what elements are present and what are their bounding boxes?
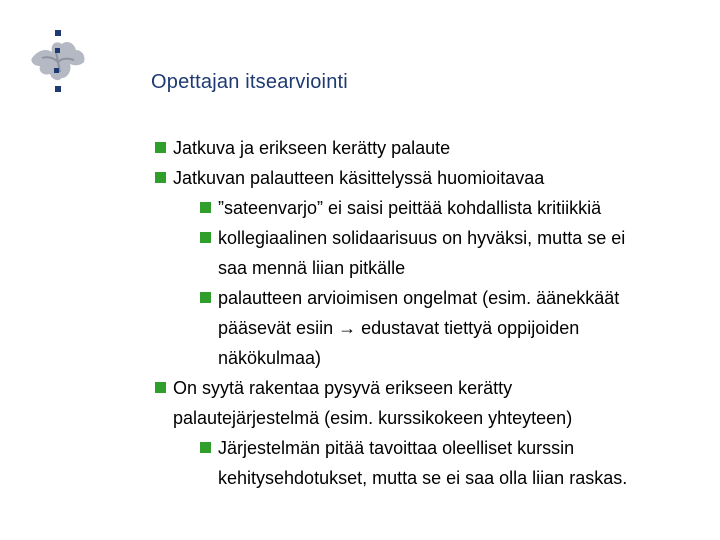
list-item-text: kollegiaalinen solidaarisuus on hyväksi, mutta se ei <box>218 228 626 248</box>
list-item-text: saa mennä liian pitkälle <box>218 258 406 278</box>
slide-title: Opettajan itsearviointi <box>151 71 348 93</box>
bullet-marker <box>200 442 211 453</box>
list-item-text: kehitysehdotukset, mutta se ei saa olla liian raskas. <box>218 468 628 488</box>
list-item-text: näkökulmaa) <box>218 348 322 368</box>
university-seal-icon <box>26 28 88 96</box>
list-item-text: Jatkuvan palautteen käsittelyssä huomioitavaa <box>173 168 545 188</box>
list-item-text: Jatkuva ja erikseen kerätty palaute <box>173 138 451 158</box>
bullet-marker <box>200 232 211 243</box>
list-item-text: palautejärjestelmä (esim. kurssikokeen yhteyteen) <box>173 408 573 428</box>
list-item-text: Järjestelmän pitää tavoittaa oleelliset kurssin <box>218 438 575 458</box>
bullet-marker <box>200 292 211 303</box>
bullet-marker <box>155 142 166 153</box>
list-item-text: ”sateenvarjo” ei saisi peittää kohdallista kritiikkiä <box>218 198 602 218</box>
list-item-text: pääsevät esiin → edustavat tiettyä oppijoiden <box>218 318 580 338</box>
list-item-text: palautteen arvioimisen ongelmat (esim. äänekkäät <box>218 288 620 308</box>
bullet-marker <box>155 382 166 393</box>
bullet-marker <box>155 172 166 183</box>
list-item-text: On syytä rakentaa pysyvä erikseen kerätty <box>173 378 513 398</box>
bullet-marker <box>200 202 211 213</box>
